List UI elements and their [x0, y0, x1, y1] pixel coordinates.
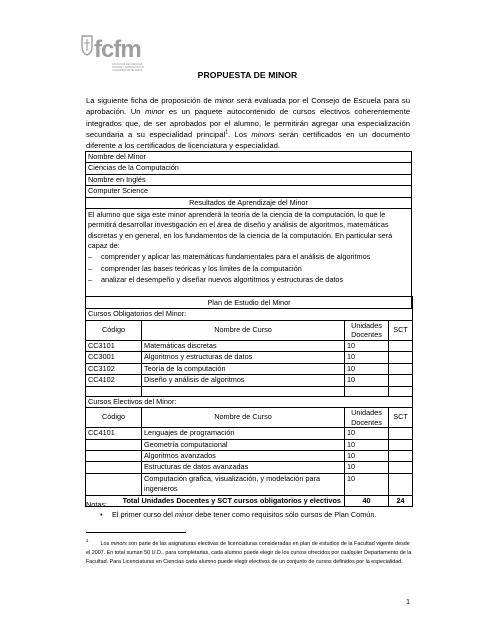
total-sct: 24 [389, 495, 413, 506]
note-item: • El primer curso del minor debe tener como requisitos sólo cursos de Plan Común. [100, 510, 377, 519]
obligatorios-label: Cursos Obligatorios del Minor: [86, 309, 413, 320]
resultados-cell [86, 209, 412, 309]
spacer-row [86, 386, 413, 396]
table-row: Algoritmos avanzados 10 [86, 451, 413, 462]
intro-paragraph: La siguiente ficha de proposición de minor será evaluada por el Consejo de Escuela para su aprobación. Un minor es un paquete autocontenido de cursos electivos coherentemente integrados que, de ser aprobados por el alumno, le permitirán agregar una especialización secundaria a su especialidad principal$^1$. Los minors serán certificados en un documento diferente a los certificados de licenciatura y especialidad. [86, 96, 410, 151]
logo-wordmark: fcfm [94, 36, 141, 63]
table-row: CC4102 Diseño y análisis de algoritmos 10 [86, 375, 413, 386]
outcome-item: – analizar el desempeño y diseñar nuevos algortitmos y estructuras de datos [88, 275, 344, 285]
ingles-label: Nombre en Inglés [86, 174, 412, 185]
ingles-value: Computer Science [86, 186, 412, 197]
obligatorios-header-row [86, 320, 413, 340]
footnote-reference: 1 [225, 129, 228, 136]
total-label: Total Unidades Docentes y SCT cursos obligatorios y electivos [86, 495, 345, 506]
table-row: CC3102 Teoría de la computación 10 [86, 363, 413, 374]
total-row [86, 495, 413, 506]
table-row: CC3101 Matemáticas discretas 10 [86, 341, 413, 352]
plan-de-estudio-table [85, 296, 413, 507]
university-shield-icon [80, 34, 94, 56]
col-codigo: Código [86, 320, 142, 340]
table-row: CC3001 Algoritmos y estructuras de datos 10 [86, 352, 413, 363]
bullet-icon: • [100, 510, 103, 519]
outcome-item: – comprender las bases teóricas y los límites de la computación [88, 263, 302, 273]
table-row: Geometría computacional 10 [86, 439, 413, 450]
document-title: PROPUESTA DE MINOR [197, 70, 298, 80]
nombre-label: Nombre del Minor [86, 152, 412, 163]
minor-info-table [85, 151, 412, 309]
page-number: 1 [406, 597, 411, 606]
col-unidades: Unidades Docentes [345, 320, 389, 340]
electivos-header-row: Código Nombre de Curso Unidades Docentes SCT [86, 408, 413, 428]
outcome-item: – comprender y aplicar las matemáticas fundamentales para el análisis de algoritmos [88, 252, 371, 262]
total-unidades: 40 [345, 495, 389, 506]
logo-subtitle: FACULTAD DE CIENCIAS FÍSICAS Y MATEMÁTICAS UNIVERSIDAD DE CHILE [112, 63, 144, 73]
col-nombre: Nombre de Curso [142, 320, 345, 340]
notes-label: Notas: [86, 500, 108, 509]
table-row: CC4101 Lenguajes de programación 10 [86, 428, 413, 439]
table-row: Estructuras de datos avanzadas 10 [86, 462, 413, 473]
table-row: Computación grafica, visualización, y modelación para ingenieros 10 [86, 473, 413, 495]
resultados-text: El alumno que siga este minor aprenderá la teoría de la ciencia de la computación, lo que le permitirá desarrollar investigación en el área de diseño y análisis de algoritmos, matemáticas discretas y en general, en los fundamentos de la ciencia de la computación. En particular será capaz de: [88, 210, 393, 250]
nombre-value: Ciencias de la Computación [86, 163, 412, 174]
plan-title: Plan de Estudio del Minor [86, 297, 413, 309]
resultados-label: Resultados de Aprendizaje del Minor [86, 197, 412, 208]
col-sct: SCT [389, 320, 413, 340]
footnote: $^1$ Los minors son parte de las asignaturas electivas de licenciaturas consideradas en plan de estudios de la Facultad vigente desde el 2007. En total suman 50 U.D., para completarlas, cada alumno puede elegir de los cursos ofrecidos por cualquier Departamento de la Facultad. Para Licenciaturas en Ciencias cada alumno puede elegir electivos de un conjunto de cursos definidos por la especialidad. [86, 538, 412, 565]
electivos-label: Cursos Electivos del Minor: [86, 396, 413, 407]
footnote-divider [86, 532, 186, 533]
